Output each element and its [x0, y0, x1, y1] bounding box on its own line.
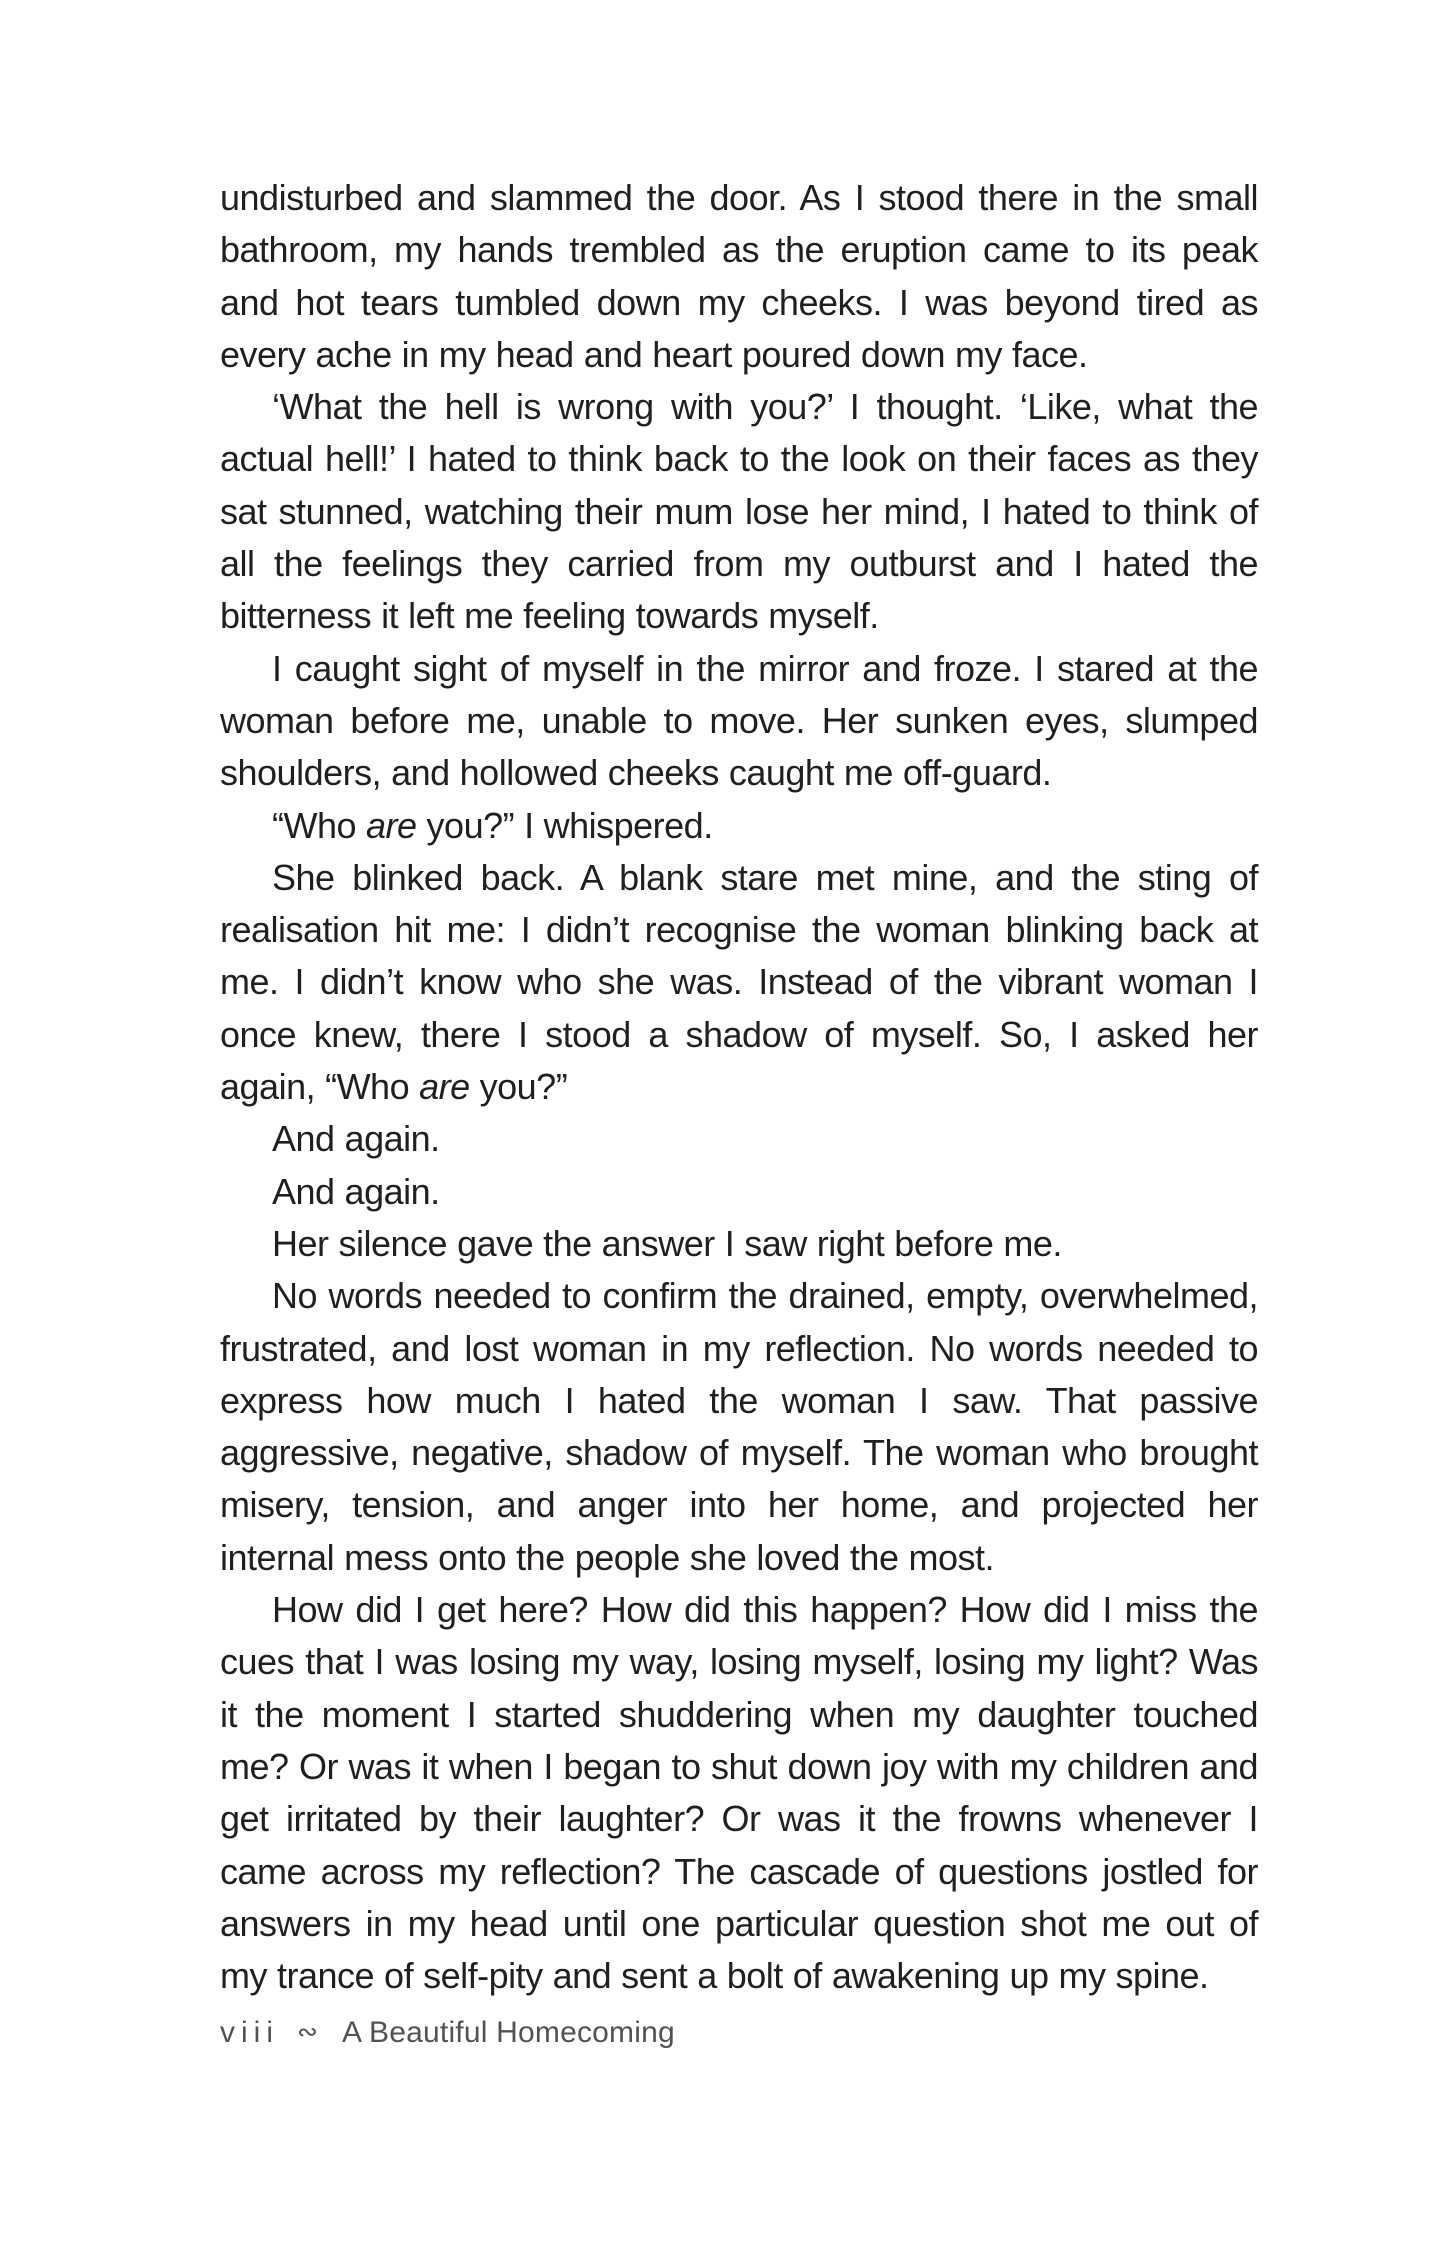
page-number: viii	[220, 2016, 279, 2049]
italic-text: are	[419, 1066, 470, 1108]
paragraph	[220, 1270, 1258, 1584]
running-footer-title: A Beautiful Homecoming	[341, 2016, 675, 2049]
text-segment: you?”	[469, 1066, 568, 1108]
text-segment: How did I get here? How did this happen? How did I miss the cues that I was losing my way, losing myself, losing my light? Was it the moment I started shuddering when my daughter touched me? Or was it when I began to shut down joy with my children and get irritated by their laughter? Or was it the frowns whenever I came across my reflection? The cascade of questions jostled for answers in my head until one particular question shot me out of my trance of self-pity and sent a bolt of awakening up my spine.	[220, 1589, 1258, 1997]
italic-text: are	[366, 804, 417, 846]
paragraph	[220, 1218, 1258, 1270]
paragraph	[220, 381, 1258, 642]
paragraph	[220, 1113, 1258, 1165]
text-segment: “Who	[272, 804, 367, 846]
paragraph	[220, 172, 1258, 381]
body-text	[220, 172, 1258, 2002]
paragraph	[220, 852, 1258, 1113]
paragraph	[220, 1584, 1258, 2002]
text-segment: Her silence gave the answer I saw right before me.	[272, 1222, 1062, 1264]
paragraph	[220, 1166, 1258, 1218]
text-segment: And again.	[272, 1170, 440, 1212]
text-segment: ‘What the hell is wrong with you?’ I thought. ‘Like, what the actual hell!’ I hated to think back to the look on their faces as they sat stunned, watching their mum lose her mind, I hated to think of all the feelings they carried from my outburst and I hated the bitterness it left me feeling towards myself.	[220, 386, 1258, 637]
text-segment: No words needed to confirm the drained, empty, overwhelmed, frustrated, and lost woman in my reflection. No words needed to express how much I hated the woman I saw. That passive aggressive, negative, shadow of myself. The woman who brought misery, tension, and anger into her home, and projected her internal mess onto the people she loved the most.	[220, 1275, 1258, 1578]
text-segment: you?” I whispered.	[416, 804, 713, 846]
text-segment: I caught sight of myself in the mirror and froze. I stared at the woman before me, unable to move. Her sunken eyes, slumped shoulders, and hollowed cheeks caught me off-guard.	[220, 647, 1258, 794]
ornament-icon: ∾	[297, 2017, 318, 2046]
text-segment: And again.	[272, 1118, 440, 1160]
text-segment: She blinked back. A blank stare met mine, and the sting of realisation hit me: I didn’t recognise the woman blinking back at me. I didn’t know who she was. Instead of the vibrant woman I once knew, there I stood a shadow of myself. So, I asked her again, “Who	[220, 856, 1258, 1108]
page-footer	[220, 2016, 675, 2050]
text-segment: undisturbed and slammed the door. As I stood there in the small bathroom, my hands trembled as the eruption came to its peak and hot tears tumbled down my cheeks. I was beyond tired as every ache in my head and heart poured down my face.	[220, 177, 1258, 375]
paragraph	[220, 800, 1258, 852]
paragraph	[220, 643, 1258, 800]
